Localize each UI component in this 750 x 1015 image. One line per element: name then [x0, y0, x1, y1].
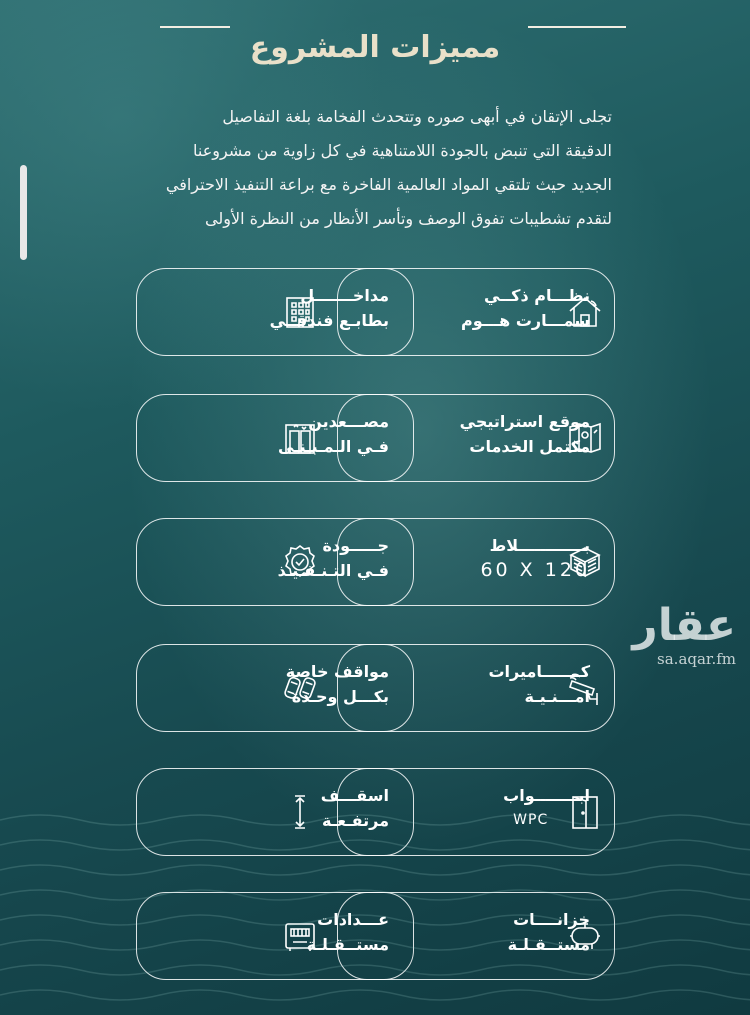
watermark-site: sa.aqar.fm	[657, 650, 736, 668]
aqar-watermark	[616, 602, 736, 668]
feature-title: خزانــــات	[513, 910, 590, 929]
decorative-waves	[0, 790, 750, 1015]
feature-title: ابــــــــواب	[503, 786, 590, 805]
security-camera-icon	[564, 667, 606, 709]
building-icon	[279, 291, 321, 333]
feature-card-elevators	[136, 394, 414, 482]
header	[0, 22, 750, 72]
intro-line: لتقدم تشطيبات تفوق الوصف وتأسر الأنظار من النظرة الأولى	[205, 209, 612, 228]
quality-badge-icon	[279, 541, 321, 583]
feature-subtitle: مستــقـلـة	[507, 935, 590, 954]
page-title: مميزات المشروع	[249, 29, 501, 65]
feature-subtitle: WPC	[513, 812, 549, 828]
feature-title: نظـــام ذكــي	[484, 286, 590, 305]
intro-line: الدقيقة التي تنبض بالجودة اللامتناهية في كل زاوية من مشروعنا	[193, 141, 612, 160]
feature-subtitle: امـــنـيـة	[524, 687, 590, 706]
feature-subtitle: مكتمل الخدمات	[469, 437, 590, 456]
map-icon	[564, 417, 606, 459]
feature-subtitle: سمـــارت هـــوم	[461, 311, 590, 330]
feature-title: عـــدادات	[317, 910, 389, 929]
intro-paragraph	[122, 100, 612, 236]
feature-title: مواقف خاصة	[285, 662, 389, 681]
scrollbar[interactable]	[20, 165, 27, 260]
feature-subtitle: بطابـع فندقــي	[269, 311, 389, 330]
feature-title: موقع استراتيجي	[459, 412, 590, 431]
parking-cars-icon	[279, 667, 321, 709]
feature-subtitle: فـي التـنـفـيـذ	[277, 561, 389, 580]
feature-title: مصـــعدين	[308, 412, 389, 431]
feature-subtitle: 60 X 120	[480, 559, 590, 581]
intro-line: الجديد حيث تلتقي المواد العالمية الفاخرة مع براعة التنفيذ الاحترافي	[165, 175, 612, 194]
feature-title: كـــــــاميرات	[488, 662, 590, 681]
feature-title: بــــــــــــلاط	[489, 536, 590, 555]
feature-subtitle: بكـــل وحـدة	[291, 687, 389, 706]
feature-title: مداخـــــــل	[300, 286, 389, 305]
smart-home-icon	[564, 291, 606, 333]
feature-card-quality	[136, 518, 414, 606]
feature-subtitle: مستــقـلـة	[306, 935, 389, 954]
intro-line: تجلى الإتقان في أبهى صوره وتتحدث الفخامة بلغة التفاصيل	[222, 107, 612, 126]
feature-subtitle: فـي الـمـبـنـى	[277, 437, 389, 456]
feature-card-entrances	[136, 268, 414, 356]
watermark-logo: عقار	[632, 600, 736, 651]
tiles-icon	[564, 541, 606, 583]
feature-title: جـــــودة	[322, 536, 389, 555]
feature-title: اسقـــف	[320, 786, 389, 805]
elevator-icon	[279, 417, 321, 459]
feature-subtitle: مرتفـعـة	[321, 811, 389, 830]
feature-card-parking	[136, 644, 414, 732]
